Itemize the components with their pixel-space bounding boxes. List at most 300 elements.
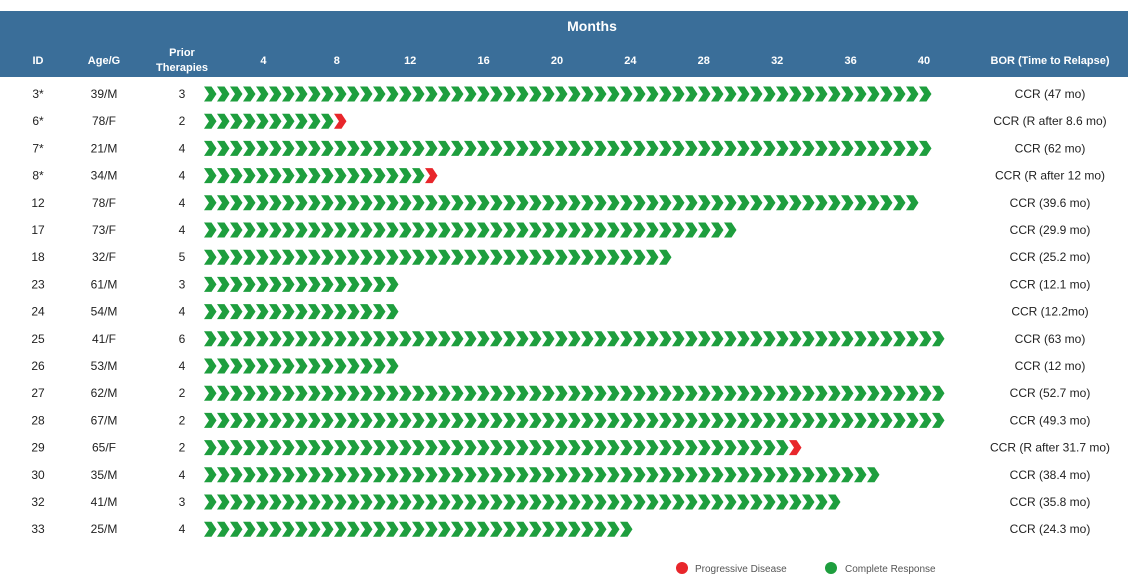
response-chevron	[373, 467, 386, 482]
response-chevron	[919, 413, 932, 428]
response-bar	[204, 413, 945, 428]
response-chevron	[711, 413, 724, 428]
response-chevron	[217, 114, 230, 129]
response-chevron	[568, 331, 581, 346]
response-chevron	[490, 413, 503, 428]
bor-time-to-relapse: CCR (47 mo)	[1014, 87, 1086, 101]
response-chevron	[347, 87, 360, 102]
response-chevron	[646, 386, 659, 401]
response-chevron	[204, 467, 217, 482]
response-chevron	[282, 467, 295, 482]
patient-row	[31, 467, 1090, 482]
response-chevron	[347, 467, 360, 482]
prior-therapies: 4	[178, 223, 186, 237]
response-chevron	[321, 114, 334, 129]
response-chevron	[815, 331, 828, 346]
response-bar	[204, 359, 399, 374]
response-chevron	[841, 413, 854, 428]
response-chevron	[646, 223, 659, 238]
response-chevron	[685, 467, 698, 482]
response-chevron	[711, 223, 724, 238]
response-chevron	[607, 413, 620, 428]
response-chevron	[451, 413, 464, 428]
response-chevron	[633, 223, 646, 238]
response-chevron	[815, 386, 828, 401]
patient-age-gender: 73/F	[91, 223, 117, 237]
response-chevron	[451, 386, 464, 401]
response-chevron	[204, 195, 217, 210]
response-chevron	[568, 440, 581, 455]
response-chevron	[646, 467, 659, 482]
response-chevron	[841, 386, 854, 401]
response-chevron	[204, 495, 217, 510]
x-tick-label: 36	[844, 55, 857, 67]
response-chevron	[386, 359, 399, 374]
response-chevron	[308, 304, 321, 319]
response-chevron	[711, 141, 724, 156]
response-chevron	[243, 250, 256, 265]
response-chevron	[568, 195, 581, 210]
response-chevron	[217, 195, 230, 210]
response-chevron	[386, 386, 399, 401]
response-chevron	[360, 359, 373, 374]
response-chevron	[607, 141, 620, 156]
response-chevron	[464, 440, 477, 455]
response-chevron	[737, 495, 750, 510]
response-chevron	[607, 195, 620, 210]
response-chevron	[932, 413, 945, 428]
response-chevron	[516, 522, 529, 537]
response-chevron	[217, 413, 230, 428]
response-chevron	[308, 467, 321, 482]
response-chevron	[477, 522, 490, 537]
response-chevron	[204, 522, 217, 537]
response-chevron	[360, 223, 373, 238]
response-chevron	[867, 467, 880, 482]
response-chevron	[620, 386, 633, 401]
response-bar	[204, 522, 633, 537]
patient-age-gender: 54/M	[90, 304, 118, 319]
response-chevron	[490, 223, 503, 238]
response-chevron	[360, 331, 373, 346]
bor-time-to-relapse: CCR (63 mo)	[1014, 331, 1086, 346]
response-chevron	[477, 386, 490, 401]
response-chevron	[646, 331, 659, 346]
response-chevron	[230, 87, 243, 102]
response-chevron	[282, 141, 295, 156]
response-chevron	[789, 141, 802, 156]
response-chevron	[555, 141, 568, 156]
patient-row	[32, 141, 1085, 156]
response-chevron	[633, 386, 646, 401]
response-chevron	[633, 440, 646, 455]
response-chevron	[204, 87, 217, 102]
prior-therapies: 2	[178, 386, 186, 401]
response-chevron	[555, 467, 568, 482]
response-chevron	[516, 386, 529, 401]
response-chevron	[659, 331, 672, 346]
response-chevron	[477, 223, 490, 238]
legend-marker-complete	[825, 562, 837, 574]
bor-time-to-relapse: CCR (12 mo)	[1014, 359, 1086, 373]
bor-time-to-relapse: CCR (62 mo)	[1014, 141, 1086, 156]
response-chevron	[269, 87, 282, 102]
response-chevron	[568, 467, 581, 482]
response-chevron	[724, 495, 737, 510]
response-chevron	[828, 495, 841, 510]
response-chevron	[594, 440, 607, 455]
response-chevron	[750, 440, 763, 455]
response-chevron	[347, 141, 360, 156]
response-chevron	[750, 467, 763, 482]
response-chevron	[204, 141, 217, 156]
response-chevron	[204, 223, 217, 238]
response-chevron	[672, 223, 685, 238]
response-chevron	[542, 195, 555, 210]
response-chevron	[243, 440, 256, 455]
response-chevron	[555, 386, 568, 401]
response-chevron	[477, 331, 490, 346]
response-chevron	[542, 413, 555, 428]
response-chevron	[672, 495, 685, 510]
bor-time-to-relapse: CCR (25.2 mo)	[1009, 250, 1091, 265]
response-chevron	[425, 331, 438, 346]
response-chevron	[464, 413, 477, 428]
response-chevron	[399, 223, 412, 238]
response-chevron	[685, 195, 698, 210]
response-chevron	[646, 495, 659, 510]
response-chevron	[425, 223, 438, 238]
response-bar	[204, 223, 737, 238]
patient-row	[31, 413, 1090, 428]
response-chevron	[659, 467, 672, 482]
response-chevron	[815, 413, 828, 428]
response-chevron	[776, 141, 789, 156]
response-chevron	[503, 87, 516, 102]
patient-id: 30	[31, 467, 45, 482]
response-chevron	[321, 87, 334, 102]
response-chevron	[464, 87, 477, 102]
response-chevron	[360, 413, 373, 428]
response-chevron	[529, 440, 542, 455]
response-chevron	[802, 413, 815, 428]
response-chevron	[932, 386, 945, 401]
response-chevron	[542, 495, 555, 510]
patient-id: 27	[31, 386, 45, 401]
response-chevron	[256, 195, 269, 210]
response-chevron	[698, 331, 711, 346]
response-chevron	[516, 413, 529, 428]
response-chevron	[412, 386, 425, 401]
response-chevron	[243, 195, 256, 210]
response-chevron	[321, 304, 334, 319]
response-chevron	[230, 223, 243, 238]
prior-therapies: 4	[178, 467, 186, 482]
response-chevron	[594, 522, 607, 537]
response-chevron	[269, 467, 282, 482]
response-chevron	[243, 277, 256, 292]
response-chevron	[282, 331, 295, 346]
response-chevron	[204, 277, 217, 292]
response-chevron	[477, 87, 490, 102]
response-chevron	[412, 223, 425, 238]
response-chevron	[243, 386, 256, 401]
patient-row	[31, 522, 1090, 537]
response-chevron	[230, 440, 243, 455]
response-chevron	[256, 413, 269, 428]
response-chevron	[282, 440, 295, 455]
response-chevron	[776, 495, 789, 510]
response-chevron	[789, 495, 802, 510]
patient-age-gender: 78/F	[91, 195, 117, 210]
response-chevron	[503, 440, 516, 455]
response-chevron	[399, 467, 412, 482]
response-chevron	[763, 331, 776, 346]
response-chevron	[477, 495, 490, 510]
response-chevron	[711, 440, 724, 455]
response-chevron	[399, 87, 412, 102]
response-chevron	[659, 195, 672, 210]
bor-time-to-relapse: CCR (38.4 mo)	[1009, 467, 1091, 482]
response-chevron	[217, 440, 230, 455]
response-chevron	[737, 413, 750, 428]
response-chevron	[932, 331, 945, 346]
prior-therapies: 3	[178, 495, 186, 509]
response-chevron	[672, 141, 685, 156]
response-chevron	[893, 386, 906, 401]
response-chevron	[217, 304, 230, 319]
response-chevron	[425, 440, 438, 455]
response-chevron	[386, 467, 399, 482]
response-chevron	[217, 223, 230, 238]
response-chevron	[750, 386, 763, 401]
response-chevron	[724, 331, 737, 346]
response-chevron	[529, 495, 542, 510]
response-chevron	[542, 331, 555, 346]
response-chevron	[217, 359, 230, 374]
response-chevron	[282, 114, 295, 129]
patient-age-gender: 67/M	[90, 413, 118, 428]
response-chevron	[581, 87, 594, 102]
response-chevron	[711, 87, 724, 102]
response-chevron	[568, 413, 581, 428]
response-bar	[204, 277, 399, 292]
response-chevron	[685, 386, 698, 401]
response-chevron	[334, 440, 347, 455]
response-chevron	[854, 141, 867, 156]
response-chevron	[360, 277, 373, 292]
bor-time-to-relapse: CCR (R after 31.7 mo)	[989, 440, 1111, 455]
response-chevron	[685, 495, 698, 510]
response-chevron	[776, 440, 789, 455]
response-chevron	[386, 168, 399, 183]
response-chevron	[321, 331, 334, 346]
response-chevron	[295, 250, 308, 265]
response-chevron	[399, 413, 412, 428]
response-chevron	[256, 522, 269, 537]
response-chevron	[919, 386, 932, 401]
response-chevron	[230, 495, 243, 510]
response-chevron	[633, 413, 646, 428]
response-chevron	[269, 141, 282, 156]
response-chevron	[282, 386, 295, 401]
response-chevron	[503, 250, 516, 265]
response-chevron	[321, 195, 334, 210]
progressive-disease-marker	[425, 168, 438, 183]
bor-time-to-relapse: CCR (49.3 mo)	[1009, 413, 1091, 428]
response-chevron	[217, 467, 230, 482]
response-chevron	[568, 250, 581, 265]
patient-id: 24	[31, 304, 45, 319]
response-chevron	[412, 195, 425, 210]
response-chevron	[529, 87, 542, 102]
response-chevron	[334, 195, 347, 210]
bor-time-to-relapse: CCR (12.2mo)	[1011, 304, 1089, 319]
patient-row	[32, 168, 1105, 183]
response-chevron	[490, 440, 503, 455]
response-chevron	[698, 386, 711, 401]
patient-id: 17	[31, 223, 45, 237]
response-chevron	[880, 141, 893, 156]
response-chevron	[737, 440, 750, 455]
response-chevron	[698, 195, 711, 210]
response-chevron	[282, 522, 295, 537]
patient-age-gender: 78/F	[91, 114, 117, 129]
response-chevron	[503, 495, 516, 510]
response-chevron	[373, 495, 386, 510]
response-chevron	[412, 141, 425, 156]
response-chevron	[815, 495, 828, 510]
response-chevron	[893, 87, 906, 102]
response-chevron	[230, 277, 243, 292]
response-chevron	[295, 168, 308, 183]
response-chevron	[230, 413, 243, 428]
response-chevron	[425, 467, 438, 482]
response-chevron	[880, 195, 893, 210]
response-chevron	[737, 87, 750, 102]
response-chevron	[386, 495, 399, 510]
col-header-prior-line1: Prior	[169, 47, 195, 59]
response-chevron	[750, 413, 763, 428]
response-chevron	[516, 440, 529, 455]
response-chevron	[282, 277, 295, 292]
response-chevron	[893, 195, 906, 210]
response-chevron	[347, 195, 360, 210]
response-chevron	[399, 522, 412, 537]
response-chevron	[347, 223, 360, 238]
response-chevron	[607, 386, 620, 401]
response-chevron	[321, 359, 334, 374]
response-chevron	[620, 467, 633, 482]
response-chevron	[620, 195, 633, 210]
response-chevron	[633, 250, 646, 265]
response-chevron	[529, 413, 542, 428]
response-chevron	[282, 195, 295, 210]
response-chevron	[256, 114, 269, 129]
response-chevron	[217, 386, 230, 401]
response-chevron	[269, 331, 282, 346]
response-chevron	[724, 386, 737, 401]
prior-therapies: 3	[178, 87, 186, 101]
response-chevron	[737, 195, 750, 210]
response-chevron	[659, 386, 672, 401]
response-chevron	[763, 467, 776, 482]
response-chevron	[451, 195, 464, 210]
response-chevron	[867, 331, 880, 346]
response-chevron	[321, 467, 334, 482]
response-chevron	[685, 413, 698, 428]
response-chevron	[724, 467, 737, 482]
response-chevron	[750, 495, 763, 510]
response-chevron	[854, 195, 867, 210]
response-chevron	[256, 440, 269, 455]
response-chevron	[321, 168, 334, 183]
response-chevron	[399, 331, 412, 346]
patient-row	[31, 495, 1090, 510]
response-chevron	[269, 386, 282, 401]
response-chevron	[386, 277, 399, 292]
response-chevron	[659, 250, 672, 265]
response-chevron	[425, 87, 438, 102]
response-chevron	[828, 413, 841, 428]
response-chevron	[295, 304, 308, 319]
response-chevron	[269, 440, 282, 455]
response-chevron	[269, 223, 282, 238]
patient-row	[32, 87, 1085, 102]
response-chevron	[256, 304, 269, 319]
response-chevron	[308, 495, 321, 510]
response-chevron	[451, 331, 464, 346]
response-chevron	[555, 413, 568, 428]
response-chevron	[295, 114, 308, 129]
response-chevron	[334, 141, 347, 156]
response-chevron	[516, 223, 529, 238]
response-chevron	[373, 277, 386, 292]
response-chevron	[620, 223, 633, 238]
response-chevron	[659, 141, 672, 156]
response-chevron	[581, 223, 594, 238]
patient-age-gender: 61/M	[90, 277, 118, 292]
response-chevron	[685, 440, 698, 455]
response-chevron	[412, 467, 425, 482]
response-chevron	[334, 168, 347, 183]
response-chevron	[698, 495, 711, 510]
patient-id: 18	[31, 250, 45, 265]
response-chevron	[594, 467, 607, 482]
progressive-disease-marker	[334, 114, 347, 129]
response-chevron	[490, 195, 503, 210]
response-chevron	[308, 386, 321, 401]
response-chevron	[438, 386, 451, 401]
response-chevron	[412, 495, 425, 510]
response-chevron	[659, 440, 672, 455]
response-chevron	[737, 386, 750, 401]
response-chevron	[217, 277, 230, 292]
x-tick-label: 12	[404, 55, 417, 67]
response-chevron	[529, 250, 542, 265]
response-bar	[204, 141, 932, 156]
response-chevron	[321, 413, 334, 428]
response-chevron	[256, 168, 269, 183]
response-chevron	[581, 195, 594, 210]
response-chevron	[763, 495, 776, 510]
patient-row	[31, 440, 1110, 455]
response-chevron	[477, 195, 490, 210]
response-chevron	[906, 87, 919, 102]
response-chevron	[243, 114, 256, 129]
response-chevron	[516, 250, 529, 265]
response-chevron	[399, 141, 412, 156]
